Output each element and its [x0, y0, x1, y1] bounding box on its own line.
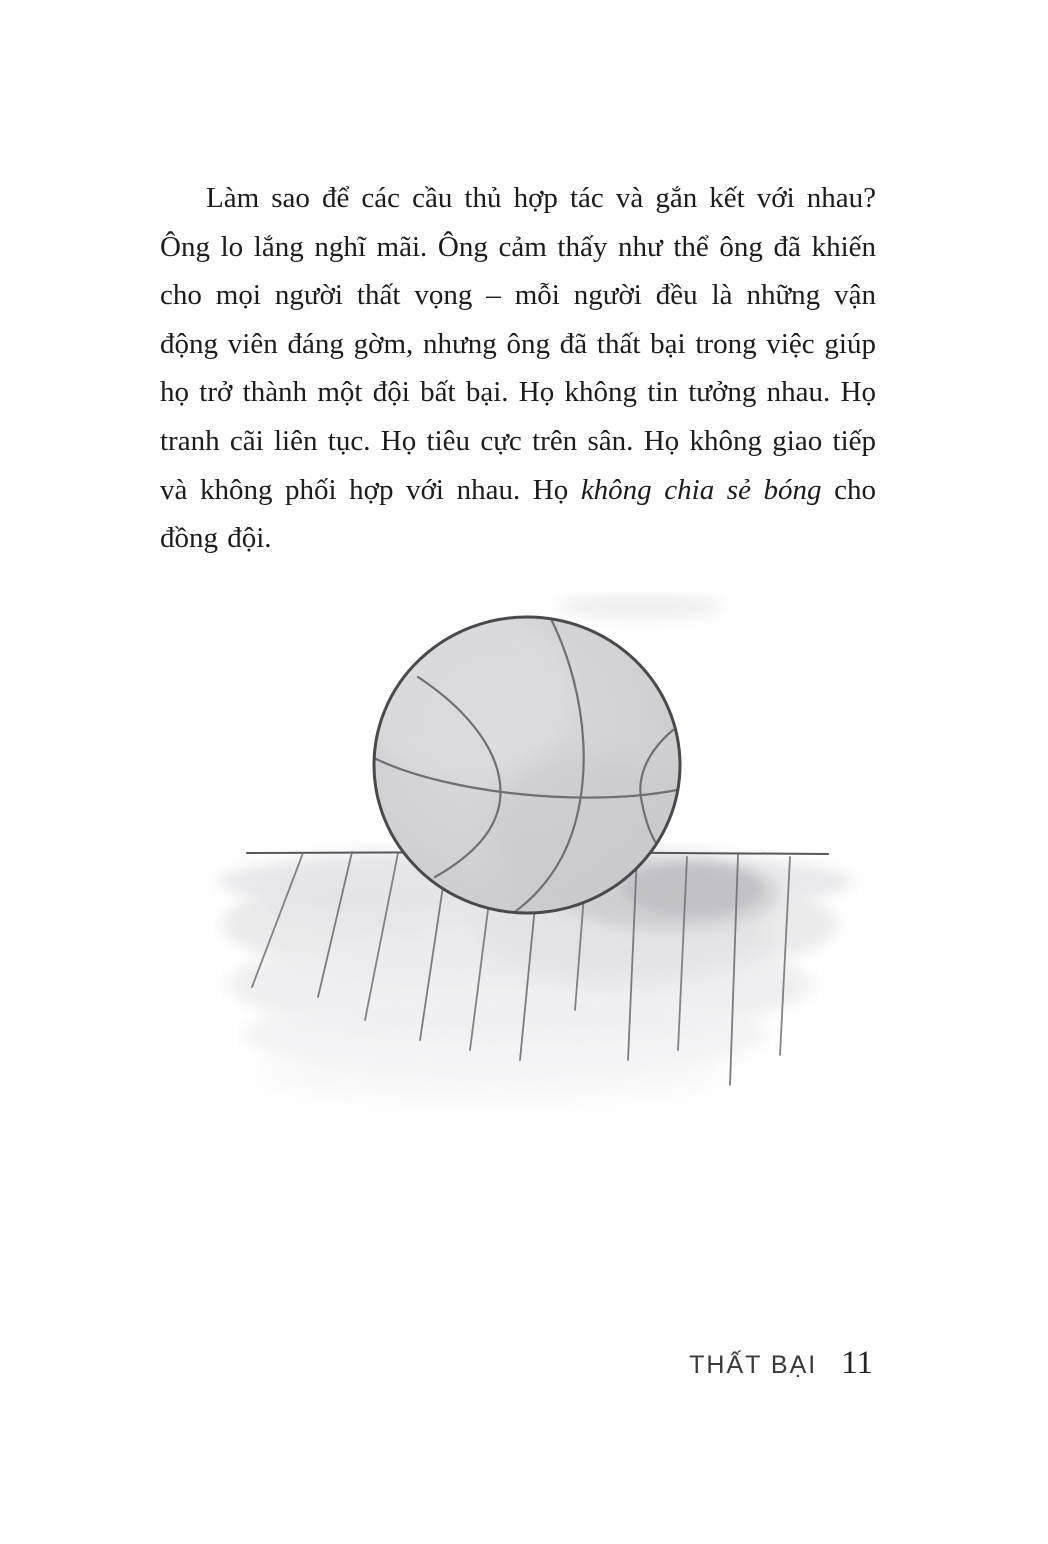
basketball-illustration	[190, 592, 880, 1172]
chapter-title: THẤT BẠI	[689, 1351, 818, 1379]
paragraph-italic-phrase: không chia sẻ bóng	[580, 473, 822, 506]
smudge-above-ball	[555, 593, 725, 619]
page-number: 11	[841, 1345, 873, 1381]
basketball-illustration-svg	[190, 592, 880, 1172]
paragraph	[160, 174, 876, 563]
paragraph-text-end: cho đồng đội.	[160, 473, 876, 555]
page-footer	[689, 1345, 873, 1382]
paragraph-text-start: Làm sao để các cầu thủ hợp tác và gắn kết với nhau? Ông lo lắng nghĩ mãi. Ông cảm thấy như thể ông đã khiến cho mọi người thất vọng – mỗi người đều là những vận động viên đáng gờm, nhưng ông đã thất bại trong việc giúp họ trở thành một đội bất bại. Họ không tin tưởng nhau. Họ tranh cãi liên tục. Họ tiêu cực trên sân. Họ không giao tiếp và không phối hợp với nhau. Họ	[160, 182, 876, 506]
